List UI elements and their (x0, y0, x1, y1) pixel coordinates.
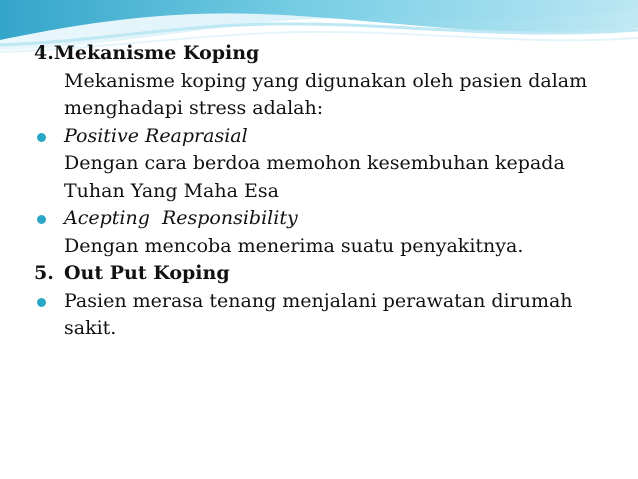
bullet-positive-reaprasial (34, 123, 624, 151)
bullet-dot-icon (37, 298, 46, 307)
bullet2-text: Dengan mencoba menerima suatu penyakitnya. (64, 234, 524, 257)
bullet1-text-line2: Tuhan Yang Maha Esa (64, 179, 279, 202)
bullet-dot-icon (37, 133, 46, 142)
bullet3-text-line1: Pasien merasa tenang menjalani perawatan dirumah (64, 289, 573, 312)
heading-number: 5. (34, 262, 54, 284)
bullet3-text-line2: sakit. (64, 317, 117, 339)
bullet-acepting-responsibility (34, 205, 624, 233)
heading-text: Out Put Koping (64, 262, 230, 284)
bullet-dot-icon (37, 215, 46, 224)
heading-mekanisme-koping: 4.Mekanisme Koping (34, 42, 260, 64)
slide-content (34, 40, 624, 343)
bullet-title: Positive Reaprasial (64, 124, 248, 147)
bullet1-text-line1: Dengan cara berdoa memohon kesembuhan kepada (64, 152, 565, 174)
bullet-title: Acepting Responsibility (64, 207, 298, 229)
intro-text-line1: Mekanisme koping yang digunakan oleh pasien dalam (64, 69, 588, 92)
heading-out-put-koping (34, 260, 624, 288)
bullet-pasien-merasa (34, 288, 624, 316)
intro-text-line2: menghadapi stress adalah: (64, 97, 324, 119)
